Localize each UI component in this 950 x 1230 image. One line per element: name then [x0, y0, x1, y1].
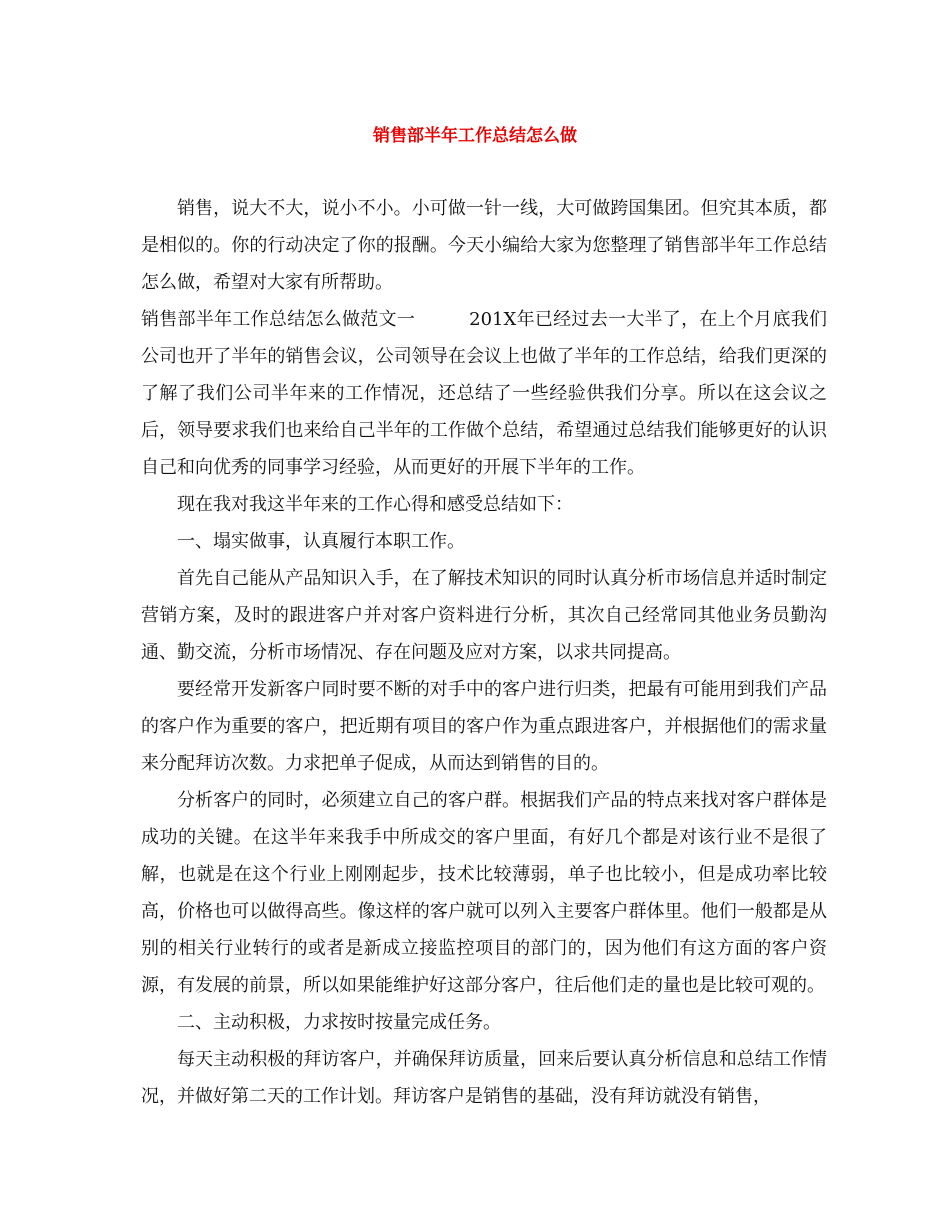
paragraph-new-customers: 要经常开发新客户同时要不断的对手中的客户进行归类，把最有可能用到我们产品的客户作为重要的客户，把近期有项目的客户作为重点跟进客户，并根据他们的需求量来分配拜访次数。力求把单子促成，从而达到销售的目的。	[141, 679, 827, 774]
document-title: 销售部半年工作总结怎么做	[373, 126, 577, 146]
section-heading-one: 一、塌实做事，认真履行本职工作。	[177, 531, 465, 552]
paragraph-product-knowledge: 首先自己能从产品知识入手，在了解技术知识的同时认真分析市场信息并适时制定营销方案，及时的跟进客户并对客户资料进行分析，其次自己经常同其他业务员勤沟通、勤交流，分析市场情况、存在问题及应对方案，以求共同提高。	[141, 568, 827, 663]
paragraph-sample-one	[141, 301, 827, 486]
sample-heading: 销售部半年工作总结怎么做范文一	[141, 309, 416, 330]
paragraph-intro: 销售，说大不大，说小不小。小可做一针一线，大可做跨国集团。但究其本质，都是相似的。你的行动决定了你的报酬。今天小编给大家为您整理了销售部半年工作总结怎么做，希望对大家有所帮助。	[141, 198, 827, 293]
paragraph-summary-intro: 现在我对我这半年来的工作心得和感受总结如下：	[177, 494, 573, 515]
section-heading-two: 二、主动积极，力求按时按量完成任务。	[177, 1012, 501, 1033]
sample-text: 201X年已经过去一大半了，在上个月底我们公司也开了半年的销售会议，公司领导在会议上也做了半年的工作总结，给我们更深的了解了我们公司半年来的工作情况，还总结了一些经验供我们分享。所以在这会议之后，领导要求我们也来给自己半年的工作做个总结，希望通过总结我们能够更好的认识自己和向优秀的同事学习经验，从而更好的开展下半年的工作。	[141, 309, 827, 478]
document-body	[141, 190, 827, 1115]
paragraph-daily-visits: 每天主动积极的拜访客户，并确保拜访质量，回来后要认真分析信息和总结工作情况，并做好第二天的工作计划。拜访客户是销售的基础，没有拜访就没有销售，	[141, 1049, 827, 1107]
paragraph-customer-group: 分析客户的同时，必须建立自己的客户群。根据我们产品的特点来找对客户群体是成功的关键。在这半年来我手中所成交的客户里面，有好几个都是对该行业不是很了解，也就是在这个行业上刚刚起步，技术比较薄弱，单子也比较小，但是成功率比较高，价格也可以做得高些。像这样的客户就可以列入主要客户群体里。他们一般都是从别的相关行业转行的或者是新成立接监控项目的部门的，因为他们有这方面的客户资源，有发展的前景，所以如果能维护好这部分客户，往后他们走的量也是比较可观的。	[141, 790, 827, 996]
